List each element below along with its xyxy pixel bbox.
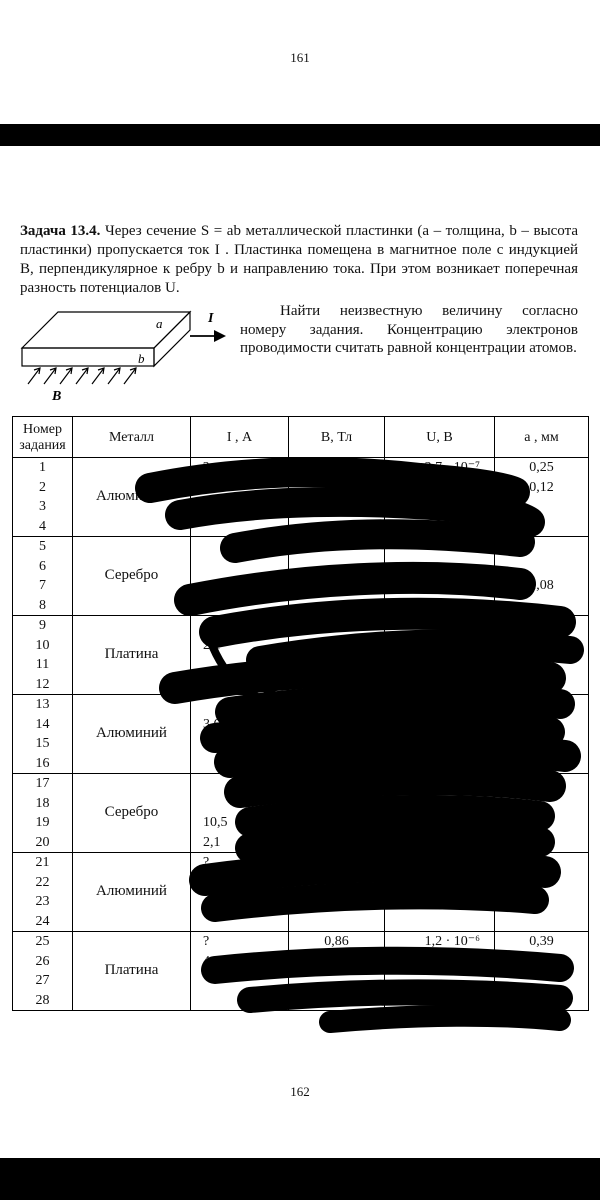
cell-thickness: ? xyxy=(538,834,545,850)
cell-thickness xyxy=(495,675,588,695)
plate-figure xyxy=(14,306,234,406)
cell-current xyxy=(191,734,288,754)
cell-voltage xyxy=(385,833,494,853)
task-number: 21 xyxy=(35,855,50,870)
table-header-row xyxy=(13,417,589,458)
cell-thickness-group xyxy=(495,616,589,695)
cell-field xyxy=(289,912,384,932)
label-B: B xyxy=(52,389,62,404)
cell-number-group xyxy=(13,774,73,853)
plate-top-face xyxy=(22,312,190,348)
task-number: 7 xyxy=(39,578,46,593)
cell-current: 2,1 xyxy=(203,637,221,653)
cell-thickness xyxy=(495,636,588,656)
task-number: 20 xyxy=(35,834,50,850)
cell-current-group xyxy=(191,932,289,1011)
cell-voltage xyxy=(385,596,494,616)
cell-voltage xyxy=(385,655,494,675)
cell-number-group xyxy=(13,932,73,1011)
cell-current xyxy=(191,517,288,537)
cell-current: 2,1 xyxy=(203,834,221,850)
cell-voltage xyxy=(385,636,494,656)
cell-field: 0,86 xyxy=(324,934,349,949)
cell-field xyxy=(289,754,384,774)
task-number: 19 xyxy=(35,815,50,830)
table-row xyxy=(13,853,589,932)
table-row xyxy=(13,537,589,616)
cell-field xyxy=(289,734,384,754)
cell-current xyxy=(191,991,288,1011)
cell-voltage xyxy=(385,892,494,912)
problem-statement xyxy=(20,222,578,298)
problem-data-table xyxy=(12,416,589,1011)
task-number: 1 xyxy=(39,460,46,475)
task-number: 15 xyxy=(35,736,50,751)
problem-text: Через сечение S = ab металлической пластинки (a – толщина, b – высота пластинки) пропускается ток I . Пластинка помещена в магнитное поле с индукцией B, перпендикулярное к ребру b и направлению тока. При этом возникает поперечная разность потенциалов U. xyxy=(20,223,579,296)
cell-voltage-group xyxy=(385,616,495,695)
page-separator-band-top xyxy=(0,124,600,146)
cell-voltage-group xyxy=(385,537,495,616)
cell-field xyxy=(289,833,384,853)
task-number: 23 xyxy=(35,894,50,909)
current-arrow-head xyxy=(214,330,226,342)
cell-field xyxy=(289,557,384,577)
cell-field xyxy=(289,853,384,873)
task-number: 28 xyxy=(35,992,50,1008)
cell-thickness xyxy=(495,734,588,754)
task-number: 2 xyxy=(39,479,46,495)
page-number-bottom: 162 xyxy=(290,1084,310,1099)
cell-field xyxy=(289,695,384,715)
cell-metal: Серебро xyxy=(73,774,191,853)
header-number: Номер задания xyxy=(13,417,73,458)
table-row xyxy=(13,695,589,774)
cell-metal: Алюминий xyxy=(73,458,191,537)
cell-voltage xyxy=(385,912,494,932)
task-number: 16 xyxy=(35,755,50,771)
cell-thickness xyxy=(495,754,588,774)
cell-voltage-group xyxy=(385,695,495,774)
cell-current-group xyxy=(191,537,289,616)
cell-current xyxy=(191,754,288,774)
cell-field xyxy=(289,537,384,557)
task-number: 17 xyxy=(35,776,50,791)
cell-thickness xyxy=(495,971,588,991)
label-I: I xyxy=(208,311,214,326)
cell-current xyxy=(191,912,288,932)
cell-field-group xyxy=(289,458,385,537)
cell-thickness xyxy=(495,892,588,912)
cell-current xyxy=(191,675,288,695)
cell-voltage-group xyxy=(385,853,495,932)
task-number: 26 xyxy=(35,953,50,969)
page-separator-band-bottom xyxy=(0,1158,600,1200)
cell-current: 3,6 xyxy=(203,716,221,732)
table-row xyxy=(13,458,589,537)
cell-field xyxy=(289,813,384,833)
cell-current xyxy=(191,655,288,675)
cell-number-group xyxy=(13,458,73,537)
cell-field xyxy=(289,794,384,814)
task-number: 8 xyxy=(39,597,46,613)
cell-voltage xyxy=(385,813,494,833)
cell-voltage xyxy=(385,517,494,537)
cell-current: ? xyxy=(203,934,210,949)
cell-voltage xyxy=(385,873,494,893)
cell-field xyxy=(289,971,384,991)
cell-current xyxy=(191,873,288,893)
cell-thickness xyxy=(495,853,588,873)
task-number: 4 xyxy=(39,518,46,534)
cell-field xyxy=(289,655,384,675)
cell-thickness-group xyxy=(495,853,589,932)
cell-current xyxy=(191,774,288,794)
cell-number-group xyxy=(13,695,73,774)
task-number: 13 xyxy=(35,697,50,712)
cell-metal: Платина xyxy=(73,616,191,695)
cell-voltage xyxy=(385,715,494,735)
cell-thickness xyxy=(495,912,588,932)
cell-current-group xyxy=(191,616,289,695)
cell-current xyxy=(191,616,288,636)
task-number: 12 xyxy=(35,676,50,692)
cell-field xyxy=(289,497,384,517)
cell-field xyxy=(289,892,384,912)
cell-voltage xyxy=(385,497,494,517)
cell-voltage xyxy=(385,971,494,991)
cell-field-group xyxy=(289,616,385,695)
cell-voltage-group xyxy=(385,774,495,853)
cell-thickness: 0,39 xyxy=(529,934,554,949)
cell-thickness-group xyxy=(495,537,589,616)
header-field: B, Тл xyxy=(289,417,385,458)
cell-number-group xyxy=(13,616,73,695)
cell-field xyxy=(289,991,384,1011)
cell-thickness: 1,08 xyxy=(529,578,554,593)
cell-current-group xyxy=(191,853,289,932)
cell-current xyxy=(191,971,288,991)
cell-current: 10,5 xyxy=(203,815,228,830)
cell-current: ? xyxy=(203,855,210,870)
cell-thickness xyxy=(495,537,588,557)
cell-field xyxy=(289,458,384,478)
cell-field xyxy=(289,576,384,596)
task-number: 22 xyxy=(35,874,50,890)
cell-current: 4,5 xyxy=(203,894,221,909)
task-number: 27 xyxy=(35,973,50,988)
cell-voltage xyxy=(385,478,494,498)
cell-field-group xyxy=(289,774,385,853)
cell-thickness xyxy=(495,774,588,794)
cell-thickness xyxy=(495,596,588,616)
task-number: 18 xyxy=(35,795,50,811)
table-row xyxy=(13,774,589,853)
cell-thickness xyxy=(495,991,588,1011)
cell-current xyxy=(191,596,288,616)
problem-title: Задача 13.4. xyxy=(20,223,101,239)
cell-voltage xyxy=(385,952,494,972)
cell-metal: Алюминий xyxy=(73,853,191,932)
cell-field-group xyxy=(289,853,385,932)
task-number: 24 xyxy=(35,913,50,929)
cell-current xyxy=(191,478,288,498)
task-text: Найти неизвестную величину согласно номеру задания. Концентрацию электронов проводимости считать равной концентрации атомов. xyxy=(240,303,578,357)
cell-voltage: 1,2 · 10⁻⁶ xyxy=(424,934,480,949)
cell-voltage: 18 · 10⁻⁷ xyxy=(428,539,480,554)
cell-current: 4,3 xyxy=(203,953,221,969)
cell-current-group xyxy=(191,774,289,853)
task-number: 25 xyxy=(35,934,50,949)
page-number-top: 161 xyxy=(290,50,310,65)
table-row xyxy=(13,616,589,695)
label-b: b xyxy=(138,351,145,366)
cell-thickness-group xyxy=(495,932,589,1011)
cell-field xyxy=(289,715,384,735)
cell-voltage xyxy=(385,774,494,794)
cell-voltage xyxy=(385,991,494,1011)
cell-field xyxy=(289,675,384,695)
task-number: 10 xyxy=(35,637,50,653)
cell-thickness xyxy=(495,695,588,715)
cell-voltage-group xyxy=(385,458,495,537)
header-current: I , А xyxy=(191,417,289,458)
table-row xyxy=(13,932,589,1011)
plate-front-face xyxy=(22,348,154,366)
cell-number-group xyxy=(13,537,73,616)
cell-voltage xyxy=(385,794,494,814)
cell-thickness: 0,25 xyxy=(529,460,554,475)
task-number: 3 xyxy=(39,499,46,514)
cell-thickness xyxy=(495,655,588,675)
label-a: a xyxy=(156,316,163,331)
cell-thickness xyxy=(495,557,588,577)
cell-current xyxy=(191,537,288,557)
cell-thickness xyxy=(495,616,588,636)
cell-voltage: 2,7 · 10⁻⁷ xyxy=(424,460,480,475)
header-thickness: a , мм xyxy=(495,417,589,458)
cell-metal: Платина xyxy=(73,932,191,1011)
cell-thickness xyxy=(495,952,588,972)
cell-number-group xyxy=(13,853,73,932)
cell-current xyxy=(191,576,288,596)
cell-field xyxy=(289,616,384,636)
cell-field-group xyxy=(289,932,385,1011)
cell-current xyxy=(191,695,288,715)
cell-voltage xyxy=(385,695,494,715)
cell-thickness xyxy=(495,794,588,814)
cell-current-group xyxy=(191,458,289,537)
cell-current-group xyxy=(191,695,289,774)
cell-thickness xyxy=(495,497,588,517)
cell-thickness: 0,12 xyxy=(529,479,554,495)
task-number: 6 xyxy=(39,558,46,574)
task-number: 14 xyxy=(35,716,50,732)
cell-voltage xyxy=(385,734,494,754)
cell-field xyxy=(289,873,384,893)
cell-current xyxy=(191,557,288,577)
cell-thickness: 0,7 xyxy=(532,815,551,830)
task-number: 11 xyxy=(35,657,50,672)
cell-field xyxy=(289,774,384,794)
cell-thickness xyxy=(495,873,588,893)
cell-thickness xyxy=(495,715,588,735)
cell-voltage xyxy=(385,754,494,774)
cell-field xyxy=(289,478,384,498)
cell-current xyxy=(191,497,288,517)
cell-field-group xyxy=(289,537,385,616)
task-number: 9 xyxy=(39,618,46,633)
cell-thickness-group xyxy=(495,458,589,537)
header-metal: Металл xyxy=(73,417,191,458)
cell-field-group xyxy=(289,695,385,774)
cell-metal: Алюминий xyxy=(73,695,191,774)
cell-voltage-group xyxy=(385,932,495,1011)
cell-voltage xyxy=(385,576,494,596)
task-number: 5 xyxy=(39,539,46,554)
cell-field xyxy=(289,636,384,656)
cell-thickness xyxy=(495,517,588,537)
cell-thickness-group xyxy=(495,695,589,774)
cell-voltage xyxy=(385,675,494,695)
field-arrows xyxy=(28,368,136,384)
cell-voltage xyxy=(385,616,494,636)
cell-field xyxy=(289,952,384,972)
cell-field xyxy=(289,517,384,537)
cell-voltage xyxy=(385,557,494,577)
cell-voltage xyxy=(385,853,494,873)
header-voltage: U, В xyxy=(385,417,495,458)
cell-current xyxy=(191,794,288,814)
cell-thickness-group xyxy=(495,774,589,853)
cell-current: ? xyxy=(203,460,210,475)
cell-metal: Серебро xyxy=(73,537,191,616)
cell-field xyxy=(289,596,384,616)
